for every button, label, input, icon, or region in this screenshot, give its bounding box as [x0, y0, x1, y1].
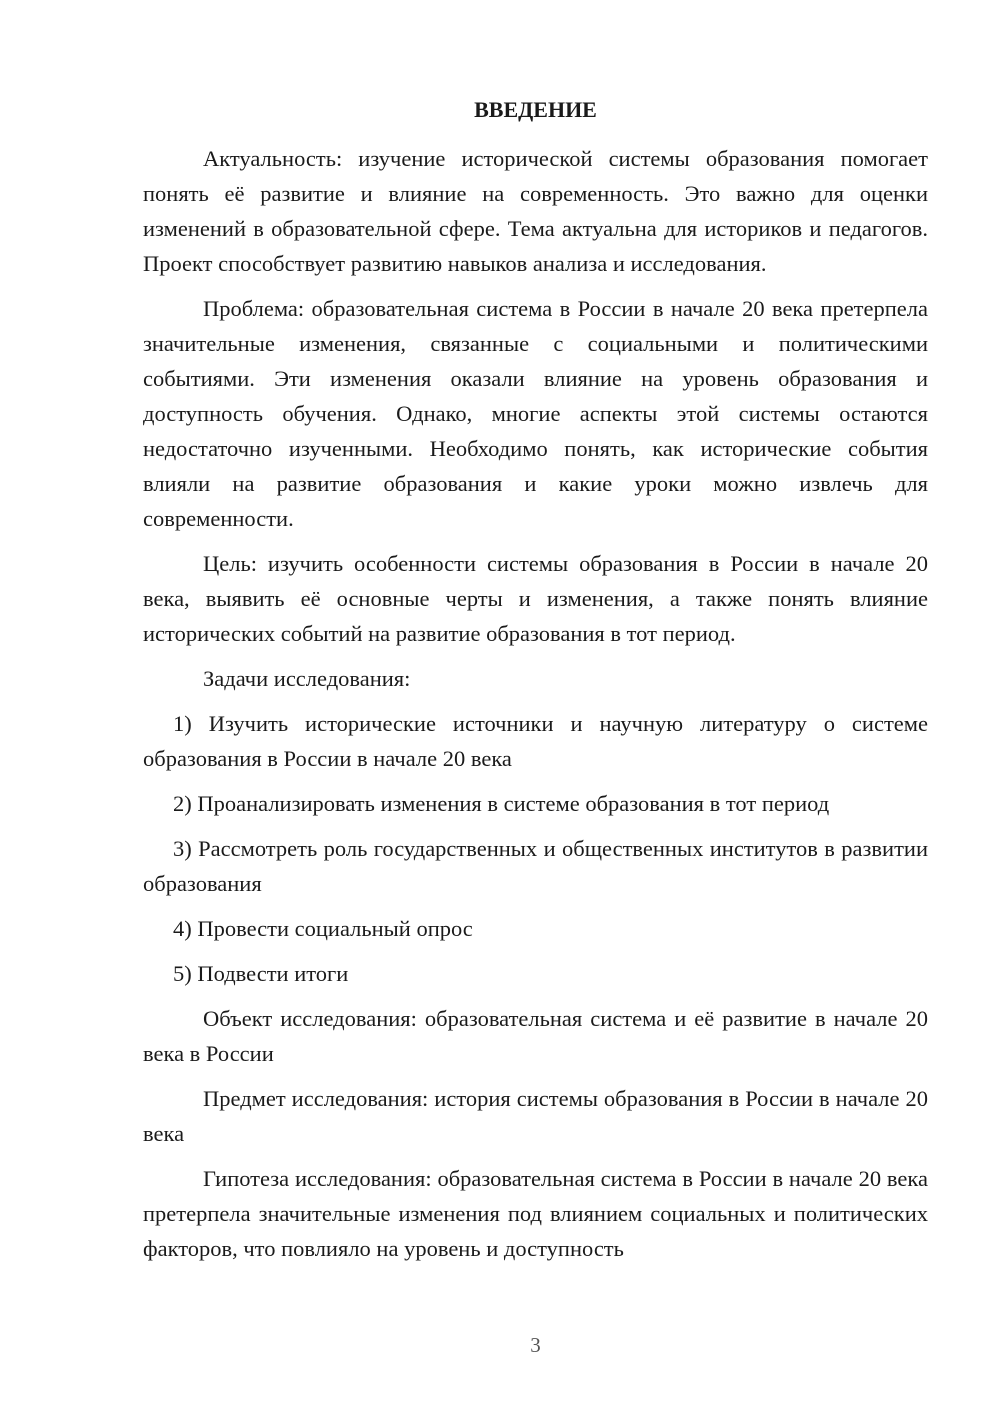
hypothesis-paragraph: Гипотеза исследования: образовательная система в России в начале 20 века претерпела значительные изменения под влиянием социальных и политических факторов, что повлияло на уровень и доступность: [143, 1166, 928, 1261]
section-title: ВВЕДЕНИЕ: [474, 97, 597, 122]
tasks-heading: Задачи исследования:: [203, 666, 411, 691]
document-page: [143, 92, 928, 1276]
relevance-paragraph: Актуальность: изучение исторической системы образования помогает понять её развитие и влияние на современность. Это важно для оценки изменений в образовательной сфере. Тема актуальна для историков и педагогов. Проект способствует развитию навыков анализа и исследования.: [143, 146, 928, 276]
subject-paragraph: Предмет исследования: история системы образования в России в начале 20 века: [143, 1086, 928, 1146]
task-item-5: 5) Подвести итоги: [173, 961, 349, 986]
page-number: 3: [530, 1333, 541, 1357]
task-item-2: 2) Проанализировать изменения в системе образования в тот период: [173, 791, 830, 816]
object-paragraph: Объект исследования: образовательная система и её развитие в начале 20 века в России: [143, 1006, 928, 1066]
task-item-1: 1) Изучить исторические источники и научную литературу о системе образования в России в начале 20 века: [143, 711, 928, 771]
task-item-3: 3) Рассмотреть роль государственных и общественных институтов в развитии образования: [143, 836, 928, 896]
problem-paragraph: Проблема: образовательная система в России в начале 20 века претерпела значительные изменения, связанные с социальными и политическими событиями. Эти изменения оказали влияние на уровень образования и доступность обучения. Однако, многие аспекты этой системы остаются недостаточно изученными. Необходимо понять, как исторические события влияли на развитие образования и какие уроки можно извлечь для современности.: [143, 296, 928, 531]
goal-paragraph: Цель: изучить особенности системы образования в России в начале 20 века, выявить её основные черты и изменения, а также понять влияние исторических событий на развитие образования в тот период.: [143, 551, 928, 646]
task-item-4: 4) Провести социальный опрос: [173, 916, 473, 941]
